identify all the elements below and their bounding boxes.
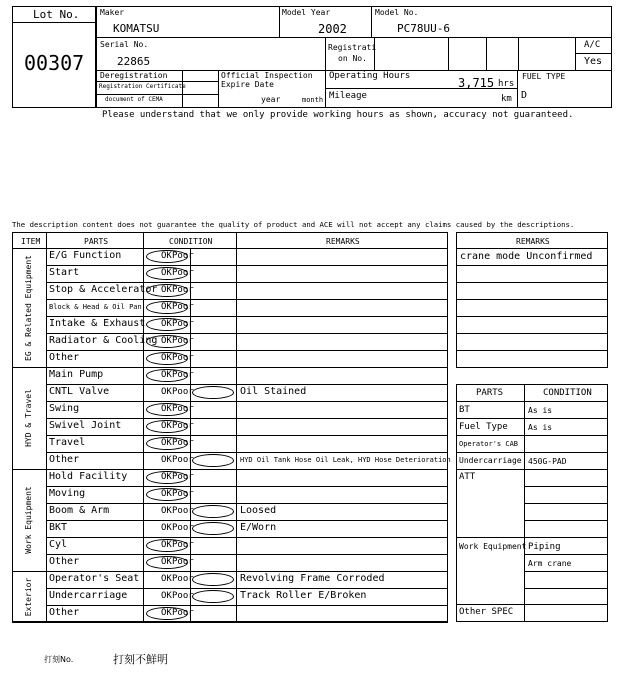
serial-no-value: 22865 — [117, 55, 151, 68]
operating-hours-label: Operating Hours — [329, 71, 411, 81]
table-row — [46, 435, 448, 452]
ok-option: OK — [161, 268, 172, 278]
table-row — [46, 605, 448, 622]
poor-option: Poor — [172, 387, 194, 397]
poor-option: Poor — [172, 506, 194, 516]
ok-option: OK — [161, 285, 172, 295]
model-year-label: Model Year — [282, 8, 331, 17]
part-name: Radiator & Cooling — [49, 335, 158, 346]
model-no-value: PC78UU-6 — [397, 22, 450, 35]
ok-option: OK — [161, 387, 172, 397]
part-name: E/G Function — [49, 250, 122, 261]
remark-text: Loosed — [240, 505, 277, 516]
part-name: Swivel Joint — [49, 420, 122, 431]
header-parts: PARTS — [84, 237, 109, 246]
table-row — [46, 265, 448, 282]
poor-option: Poor — [172, 523, 194, 533]
mileage-label: Mileage — [329, 91, 367, 101]
table-row — [46, 367, 448, 384]
ok-selected-circle — [146, 488, 188, 501]
poor-selected-circle — [192, 573, 234, 586]
inspection-label-1: Official Inspection — [221, 71, 313, 80]
poor-option: Poor — [172, 574, 194, 584]
ok-option: OK — [161, 353, 172, 363]
hrs-unit: hrs — [498, 79, 515, 89]
registration-no-label-2: on No. — [338, 54, 367, 63]
stamp-no-label: 打刻No. — [44, 655, 74, 664]
work-equipment-value-1: Piping — [528, 542, 561, 552]
part-name: Other — [49, 352, 80, 363]
ok-option: OK — [161, 404, 172, 414]
poor-option: Poor — [172, 540, 194, 550]
ok-option: OK — [161, 421, 172, 431]
group-label: Exterior — [24, 577, 33, 616]
document-of-cema-label: document of CEMA — [105, 96, 163, 103]
ok-selected-circle — [146, 471, 188, 484]
ok-selected-circle — [146, 539, 188, 552]
part-name: Start — [49, 267, 80, 278]
stamp-no-value: 打刻不鮮明 — [113, 653, 168, 666]
side-header-parts: PARTS — [476, 388, 504, 398]
ok-selected-circle — [146, 556, 188, 569]
part-name: Intake & Exhaust — [49, 318, 146, 329]
table-row — [46, 554, 448, 571]
part-name: Operator's Seat — [49, 573, 140, 584]
poor-selected-circle — [192, 590, 234, 603]
operating-hours-value: 3,715 — [458, 76, 495, 90]
poor-option: Poor — [172, 591, 194, 601]
model-no-label: Model No. — [375, 8, 419, 17]
ac-label: A/C — [584, 40, 601, 50]
deregistration-label: Deregistration — [100, 71, 168, 80]
poor-option: Poor — [172, 336, 194, 346]
table-row — [46, 486, 448, 503]
ok-selected-circle — [146, 267, 188, 280]
remark-text: Track Roller E/Broken — [240, 590, 367, 601]
ok-option: OK — [161, 574, 172, 584]
ok-selected-circle — [146, 335, 188, 348]
poor-option: Poor — [172, 438, 194, 448]
ok-selected-circle — [146, 250, 188, 263]
ok-selected-circle — [146, 403, 188, 416]
group-label: Work Equipment — [24, 486, 33, 554]
ok-option: OK — [161, 251, 172, 261]
ok-selected-circle — [146, 284, 188, 297]
part-name: Moving — [49, 488, 86, 499]
poor-option: Poor — [172, 608, 194, 618]
ok-selected-circle — [146, 369, 188, 382]
poor-option: Poor — [172, 472, 194, 482]
part-name: Hold Facility — [49, 471, 128, 482]
poor-option: Poor — [172, 557, 194, 567]
poor-option: Poor — [172, 353, 194, 363]
remark-text: E/Worn — [240, 522, 277, 533]
poor-option: Poor — [172, 285, 194, 295]
poor-selected-circle — [192, 505, 234, 518]
part-name: Travel — [49, 437, 86, 448]
poor-option: Poor — [172, 455, 194, 465]
operators-cab-label: Operator's CAB — [459, 440, 519, 448]
year-label: year — [261, 95, 281, 104]
poor-selected-circle — [192, 454, 234, 467]
ok-selected-circle — [146, 318, 188, 331]
undercarriage-label: Undercarriage — [459, 456, 522, 465]
undercarriage-value: 450G-PAD — [528, 457, 567, 466]
part-name: Boom & Arm — [49, 505, 110, 516]
ok-option: OK — [161, 472, 172, 482]
remark-text: Revolving Frame Corroded — [240, 573, 385, 584]
ok-selected-circle — [146, 607, 188, 620]
km-unit: km — [501, 94, 512, 104]
ok-option: OK — [161, 489, 172, 499]
serial-no-label: Serial No. — [100, 40, 149, 49]
poor-option: Poor — [172, 319, 194, 329]
part-name: Swing — [49, 403, 80, 414]
poor-option: Poor — [172, 251, 194, 261]
registration-no-label-1: Registrati — [328, 43, 377, 52]
month-label: month — [302, 96, 324, 104]
remark-text: Oil Stained — [240, 386, 307, 397]
fuel-type-row-label: Fuel Type — [459, 422, 508, 432]
poor-option: Poor — [172, 404, 194, 414]
table-row — [46, 401, 448, 418]
ok-selected-circle — [146, 352, 188, 365]
maker-label: Maker — [100, 8, 125, 17]
model-year-value: 2002 — [318, 22, 347, 36]
ok-selected-circle — [146, 420, 188, 433]
part-name: Other — [49, 454, 80, 465]
part-name: BKT — [49, 522, 68, 533]
att-label: ATT — [459, 472, 476, 482]
bt-label: BT — [459, 405, 470, 415]
ok-option: OK — [161, 608, 172, 618]
part-name: Undercarriage — [49, 590, 128, 601]
table-row — [46, 350, 448, 367]
group-label: EG & Related Equipment — [24, 254, 33, 361]
ok-option: OK — [161, 302, 172, 312]
part-name: Block & Head & Oil Pan — [49, 303, 142, 311]
ok-option: OK — [161, 591, 172, 601]
side-header-condition: CONDITION — [543, 388, 592, 398]
ok-option: OK — [161, 319, 172, 329]
part-name: Cyl — [49, 539, 68, 550]
ok-selected-circle — [146, 301, 188, 314]
header-condition: CONDITION — [169, 237, 213, 246]
part-name: Other — [49, 607, 80, 618]
remarks-box-header: REMARKS — [516, 237, 550, 246]
maker-value: KOMATSU — [113, 22, 160, 35]
poor-option: Poor — [172, 268, 194, 278]
ok-option: OK — [161, 455, 172, 465]
fuel-type-row-value: As is — [528, 423, 553, 432]
poor-option: Poor — [172, 489, 194, 499]
ok-option: OK — [161, 540, 172, 550]
ac-value: Yes — [584, 56, 603, 67]
remarks-line: crane mode Unconfirmed — [460, 251, 593, 262]
ok-option: OK — [161, 523, 172, 533]
ok-option: OK — [161, 370, 172, 380]
part-name: Main Pump — [49, 369, 104, 380]
inspection-label-2: Expire Date — [221, 80, 274, 89]
lot-no-label: Lot No. — [33, 8, 80, 21]
bt-value: As is — [528, 406, 553, 415]
registration-certificate-label: Registration Certificate — [99, 83, 186, 90]
fuel-type-value: D — [521, 90, 528, 101]
notice-text: Please understand that we only provide working hours as shown, accuracy not guaranteed. — [102, 110, 574, 120]
work-equipment-label: Work Equipment — [459, 542, 527, 551]
group-label: HYD & Travel — [24, 389, 33, 447]
poor-selected-circle — [192, 386, 234, 399]
header-item: ITEM — [21, 237, 41, 246]
remark-text: HYD Oil Tank Hose Oil Leak, HYD Hose Deterioration — [240, 456, 451, 464]
header-remarks: REMARKS — [326, 237, 360, 246]
fuel-type-label: FUEL TYPE — [522, 72, 566, 81]
part-name: Other — [49, 556, 80, 567]
part-name: Stop & Accelerator — [49, 284, 158, 295]
part-name: CNTL Valve — [49, 386, 110, 397]
ok-option: OK — [161, 438, 172, 448]
poor-option: Poor — [172, 302, 194, 312]
table-row — [46, 537, 448, 554]
other-spec-label: Other SPEC — [459, 607, 514, 617]
poor-option: Poor — [172, 421, 194, 431]
poor-option: Poor — [172, 370, 194, 380]
disclaimer-text: The description content does not guarantee the quality of product and ACE will not accept any claims caused by the descriptions. — [12, 220, 575, 229]
ok-selected-circle — [146, 437, 188, 450]
work-equipment-value-2: Arm crane — [528, 559, 572, 568]
ok-option: OK — [161, 336, 172, 346]
ok-option: OK — [161, 506, 172, 516]
lot-number: 00307 — [24, 51, 85, 75]
ok-option: OK — [161, 557, 172, 567]
poor-selected-circle — [192, 522, 234, 535]
